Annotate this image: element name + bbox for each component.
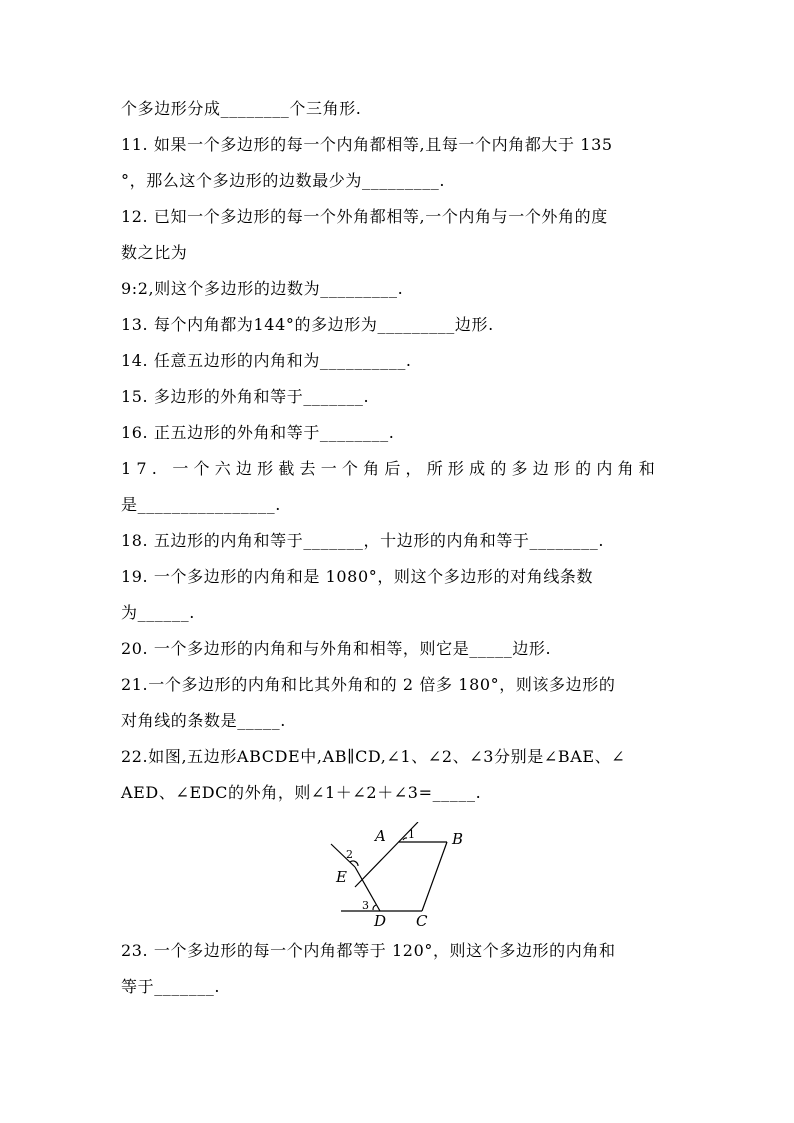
text-line-q21-cont: 对角线的条数是_____. [121,711,286,730]
text-line-q17: 17. 一个六边形截去一个角后，所形成的多边形的内角和 [121,459,660,478]
text-line-q21: 21.一个多边形的内角和比其外角和的 2 倍多 180°，则该多边形的 [121,675,616,694]
label-d: D [374,912,387,930]
text-line-q23: 23. 一个多边形的每一个内角都等于 120°，则这个多边形的内角和 [121,941,616,960]
pentagon-figure [325,822,475,930]
text-line-q14: 14. 任意五边形的内角和为__________. [121,351,412,370]
text-line-q13: 13. 每个内角都为144°的多边形为_________边形. [121,315,494,334]
text-line-q22-cont: AED、∠EDC的外角，则∠1＋∠2＋∠3=_____. [121,783,482,802]
label-c: C [416,912,428,930]
text-line-q23-cont: 等于_______. [121,977,221,996]
text-line-q12: 12. 已知一个多边形的每一个外角都相等,一个内角与一个外角的度 [121,207,608,226]
text-line-q15: 15. 多边形的外角和等于_______. [121,387,370,406]
text-line-q17-cont: 是________________. [121,495,281,514]
text-line-q11: 11. 如果一个多边形的每一个内角都相等,且每一个内角都大于 135 [121,135,613,154]
text-line-q10-cont: 个多边形分成________个三角形. [121,99,362,118]
angle-3-arc [373,905,376,910]
text-line-q12-cont2: 9:2,则这个多边形的边数为_________. [121,279,404,298]
text-line-q16: 16. 正五边形的外角和等于________. [121,423,395,442]
label-b: B [452,830,464,848]
angle-1-arc [403,838,407,840]
label-angle-3: 3 [362,899,369,912]
label-angle-2: 2 [346,848,353,861]
text-line-q19-cont: 为______. [121,603,195,622]
text-line-q18: 18. 五边形的内角和等于_______，十边形的内角和等于________. [121,531,605,550]
text-line-q20: 20. 一个多边形的内角和与外角和相等，则它是_____边形. [121,639,552,658]
side-bc [422,842,447,911]
text-line-q19: 19. 一个多边形的内角和是 1080°，则这个多边形的对角线条数 [121,567,594,586]
label-a: A [375,827,386,845]
label-e: E [336,868,347,886]
label-angle-1: 1 [408,828,415,841]
text-line-q11-cont: °，那么这个多边形的边数最少为_________. [121,171,446,190]
text-line-q12-cont: 数之比为 [121,243,188,262]
text-line-q22: 22.如图,五边形ABCDE中,AB∥CD,∠1、∠2、∠3分别是∠BAE、∠ [121,747,626,766]
